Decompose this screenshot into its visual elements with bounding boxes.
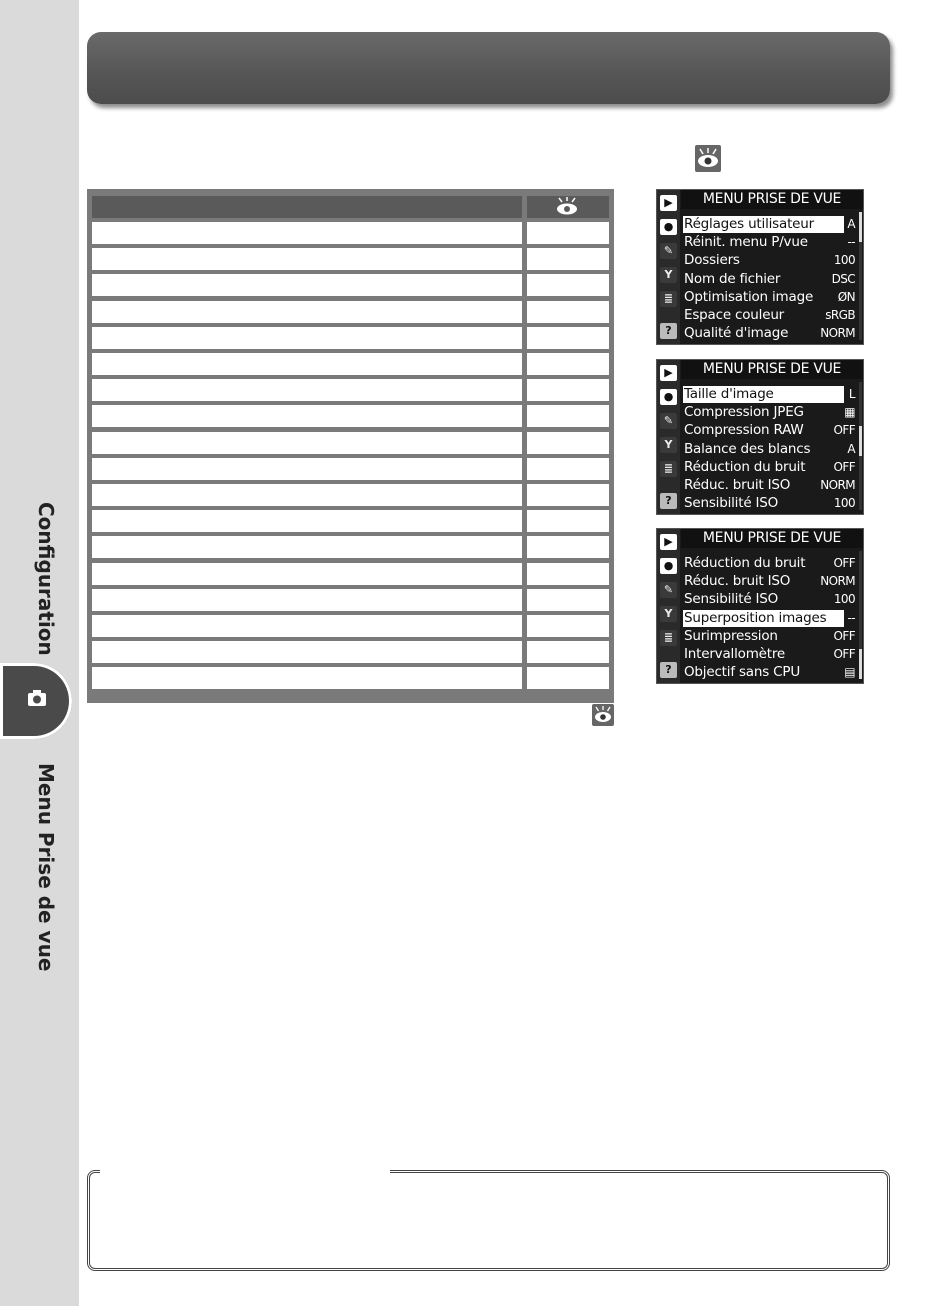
menu-item-label: Sensibilité ISO	[684, 495, 779, 512]
menu-scroll-thumb[interactable]	[859, 649, 862, 679]
table-row	[92, 327, 609, 349]
menu-item-value: OFF	[833, 423, 855, 438]
menu-title: MENU PRISE DE VUE	[681, 360, 863, 379]
table-row	[92, 248, 609, 270]
menu-item-value: NORM	[820, 574, 855, 589]
menu-item-label: Qualité d'image	[684, 325, 789, 342]
table-cell-option	[92, 484, 522, 506]
menu-item[interactable]	[681, 555, 859, 572]
table-cell-page	[527, 484, 609, 506]
table-cell-page	[527, 667, 609, 689]
menu-item-label: Réduc. bruit ISO	[684, 477, 791, 493]
menu-item-value: 100	[833, 496, 855, 511]
table-cell-option	[92, 641, 522, 663]
menu-item[interactable]	[681, 664, 859, 681]
menu-item[interactable]	[681, 252, 859, 269]
menu-item-label: Compression JPEG	[684, 404, 804, 421]
table-cell-page	[527, 274, 609, 296]
menu-scrollbar[interactable]	[859, 551, 862, 679]
list-icon[interactable]: ≣	[660, 630, 677, 646]
play-icon[interactable]: ▶	[660, 365, 677, 381]
menu-scroll-thumb[interactable]	[859, 426, 862, 456]
camera-menu-screen	[656, 189, 864, 345]
menu-item-value: ØN	[837, 289, 855, 304]
settings-table	[87, 189, 614, 703]
table-cell-option	[92, 458, 522, 480]
menu-item[interactable]	[681, 216, 859, 233]
help-icon[interactable]: ?	[660, 493, 677, 509]
menu-item-label: Superposition images	[683, 610, 844, 627]
table-cell-page	[527, 510, 609, 532]
table-header-cell	[92, 196, 522, 218]
help-icon[interactable]: ?	[660, 662, 677, 678]
menu-item[interactable]	[681, 477, 859, 494]
menu-item-value: 100	[833, 592, 855, 607]
table-cell-page	[527, 301, 609, 323]
menu-item-label: Objectif sans CPU	[684, 664, 800, 681]
table-row	[92, 353, 609, 375]
menu-item-label: Surimpression	[684, 627, 778, 644]
table-cell-option	[92, 353, 522, 375]
menu-item-label: Optimisation image	[684, 288, 814, 305]
table-cell-option	[92, 536, 522, 558]
menu-item-label: Compression RAW	[684, 422, 804, 439]
menu-scrollbar[interactable]	[859, 212, 862, 340]
menu-item-value: ▤	[844, 665, 855, 680]
menu-item-label: Intervallomètre	[684, 646, 786, 662]
table-header-icon-cell	[527, 196, 609, 218]
camera-menu-screen	[656, 528, 864, 684]
menu-item[interactable]	[681, 386, 859, 403]
wrench-icon[interactable]: Y	[660, 606, 677, 622]
table-row	[92, 274, 609, 296]
list-icon[interactable]: ≣	[660, 291, 677, 307]
eye-icon	[592, 704, 614, 726]
table-header	[92, 196, 609, 218]
menu-item-label: Réduction du bruit	[684, 555, 806, 571]
menu-item-value: ▦	[844, 405, 855, 420]
menu-item-label: Sensibilité ISO	[684, 591, 779, 608]
menu-item-label: Balance des blancs	[684, 440, 811, 457]
table-cell-option	[92, 589, 522, 611]
menu-item-label: Réinit. menu P/vue	[684, 234, 808, 251]
menu-item[interactable]	[681, 441, 859, 458]
menu-item-value: 100	[833, 253, 855, 268]
table-cell-page	[527, 615, 609, 637]
table-cell-page	[527, 353, 609, 375]
table-cell-page	[527, 222, 609, 244]
menu-item-value: NORM	[820, 478, 855, 492]
menu-item[interactable]	[681, 610, 859, 627]
menu-tab-column	[657, 529, 680, 683]
table-cell-option	[92, 510, 522, 532]
menu-item[interactable]	[681, 628, 859, 645]
table-cell-page	[527, 563, 609, 585]
menu-item-value: sRGB	[825, 308, 855, 322]
camera-icon[interactable]: ●	[660, 558, 677, 574]
help-icon[interactable]: ?	[660, 323, 677, 339]
menu-item[interactable]	[681, 307, 859, 324]
table-cell-option	[92, 432, 522, 454]
camera-icon[interactable]: ●	[660, 389, 677, 405]
menu-item[interactable]	[681, 271, 859, 288]
table-row	[92, 484, 609, 506]
menu-item-label: Réduction du bruit	[684, 458, 806, 475]
table-cell-page	[527, 589, 609, 611]
list-icon[interactable]: ≣	[660, 461, 677, 477]
table-cell-option	[92, 379, 522, 401]
menu-item-value: NORM	[820, 326, 855, 341]
page-header-bar	[87, 32, 890, 104]
menu-item-value: A	[847, 441, 855, 456]
table-row	[92, 615, 609, 637]
table-cell-page	[527, 432, 609, 454]
menu-item[interactable]	[681, 459, 859, 476]
menu-item-value: OFF	[833, 556, 855, 570]
menu-tab-column	[657, 360, 680, 514]
menu-title: MENU PRISE DE VUE	[681, 529, 863, 548]
menu-item-label: Réduc. bruit ISO	[684, 573, 791, 590]
menu-item-value: OFF	[833, 647, 855, 661]
camera-icon	[27, 688, 47, 708]
table-cell-page	[527, 536, 609, 558]
table-row	[92, 563, 609, 585]
table-cell-option	[92, 222, 522, 244]
eye-icon	[554, 197, 580, 217]
menu-item[interactable]	[681, 591, 859, 608]
table-row	[92, 458, 609, 480]
camera-icon[interactable]: ●	[660, 219, 677, 235]
menu-item[interactable]	[681, 422, 859, 439]
menu-tab-column	[657, 190, 680, 344]
menu-scrollbar[interactable]	[859, 382, 862, 510]
menu-title: MENU PRISE DE VUE	[681, 190, 863, 209]
eye-icon	[695, 145, 721, 172]
menu-item[interactable]	[681, 404, 859, 421]
table-cell-option	[92, 405, 522, 427]
menu-item-value: A	[847, 217, 855, 231]
pencil-icon[interactable]: ✎	[660, 582, 677, 598]
menu-item[interactable]	[681, 573, 859, 590]
table-cell-page	[527, 248, 609, 270]
menu-item[interactable]	[681, 289, 859, 306]
table-cell-option	[92, 327, 522, 349]
table-row	[92, 379, 609, 401]
table-cell-page	[527, 327, 609, 349]
table-cell-page	[527, 405, 609, 427]
table-cell-option	[92, 248, 522, 270]
wrench-icon[interactable]: Y	[660, 437, 677, 453]
menu-item[interactable]	[681, 325, 859, 342]
wrench-icon[interactable]: Y	[660, 267, 677, 283]
table-cell-page	[527, 379, 609, 401]
camera-menu-screen	[656, 359, 864, 515]
table-row	[92, 589, 609, 611]
menu-item-value: OFF	[833, 628, 855, 643]
menu-item-value: OFF	[833, 459, 855, 474]
table-row	[92, 641, 609, 663]
menu-item[interactable]	[681, 234, 859, 251]
table-row	[92, 536, 609, 558]
menu-item-value: DSC	[831, 271, 855, 286]
menu-item-label: Espace couleur	[684, 307, 785, 323]
table-row	[92, 405, 609, 427]
table-row	[92, 667, 609, 689]
note-box	[87, 1170, 890, 1271]
menu-item-label: Nom de fichier	[684, 270, 781, 287]
menu-scroll-thumb[interactable]	[859, 212, 862, 242]
menu-item[interactable]	[681, 495, 859, 512]
menu-item-value: L	[848, 387, 855, 401]
menu-item-value: --	[847, 610, 855, 625]
table-row	[92, 510, 609, 532]
menu-item-label: Dossiers	[684, 252, 740, 269]
table-cell-option	[92, 667, 522, 689]
menu-item[interactable]	[681, 646, 859, 663]
play-icon[interactable]: ▶	[660, 195, 677, 211]
table-row	[92, 301, 609, 323]
pencil-icon[interactable]: ✎	[660, 243, 677, 259]
chapter-label: Menu Prise de vue	[34, 763, 58, 972]
table-cell-option	[92, 301, 522, 323]
table-cell-option	[92, 274, 522, 296]
table-cell-page	[527, 641, 609, 663]
menu-item-label: Taille d'image	[683, 386, 844, 403]
table-row	[92, 222, 609, 244]
table-cell-page	[527, 458, 609, 480]
menu-item-value: --	[847, 235, 855, 250]
menu-item-label: Réglages utilisateur	[683, 216, 844, 233]
section-label: Configuration	[34, 502, 58, 656]
pencil-icon[interactable]: ✎	[660, 413, 677, 429]
table-cell-option	[92, 563, 522, 585]
table-row	[92, 432, 609, 454]
play-icon[interactable]: ▶	[660, 534, 677, 550]
table-cell-option	[92, 615, 522, 637]
